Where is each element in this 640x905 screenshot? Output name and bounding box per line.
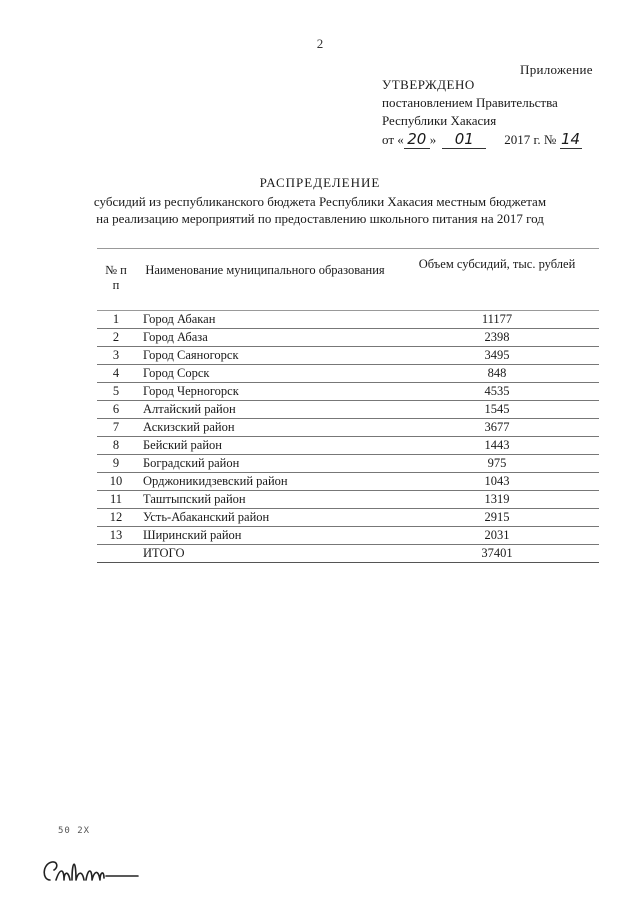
cell-value: 2031 (395, 527, 599, 545)
table-row (97, 401, 599, 419)
decree-number: 14 (561, 130, 581, 148)
cell-num: 8 (97, 437, 135, 455)
cell-name: Усть-Абаканский район (135, 509, 395, 527)
cell-value: 1319 (395, 491, 599, 509)
cell-num (97, 545, 135, 563)
cell-num: 12 (97, 509, 135, 527)
table-row (97, 509, 599, 527)
date-separator: » (429, 132, 437, 147)
table-row (97, 455, 599, 473)
cell-name: Город Абакан (135, 311, 395, 329)
table-row (97, 347, 599, 365)
cell-num: 2 (97, 329, 135, 347)
approval-line-2: Республики Хакасия (382, 113, 497, 128)
date-month: 01 (442, 130, 486, 149)
header-num: № п п (97, 249, 135, 311)
approved-label: УТВЕРЖДЕНО (382, 77, 475, 92)
signature-scribble (38, 850, 148, 896)
table-row (97, 491, 599, 509)
cell-value: 3677 (395, 419, 599, 437)
cell-num: 13 (97, 527, 135, 545)
cell-value: 2915 (395, 509, 599, 527)
table-total-row (97, 545, 599, 563)
cell-value: 1043 (395, 473, 599, 491)
header-value: Объем субсидий, тыс. рублей (395, 249, 599, 311)
table-row (97, 473, 599, 491)
cell-num: 10 (97, 473, 135, 491)
table-row (97, 437, 599, 455)
approval-block (382, 76, 582, 149)
cell-name: Аскизский район (135, 419, 395, 437)
cell-name: Город Черногорск (135, 383, 395, 401)
header-name: Наименование муниципального образования (135, 249, 395, 311)
cell-value: 1443 (395, 437, 599, 455)
cell-name: Город Саяногорск (135, 347, 395, 365)
cell-name: Город Сорск (135, 365, 395, 383)
total-value: 37401 (395, 545, 599, 563)
cell-name: Таштыпский район (135, 491, 395, 509)
table-row (97, 329, 599, 347)
cell-value: 1545 (395, 401, 599, 419)
cell-num: 7 (97, 419, 135, 437)
approval-line-1: постановлением Правительства (382, 95, 558, 110)
cell-value: 2398 (395, 329, 599, 347)
table-header-row (97, 249, 599, 311)
title-heading: РАСПРЕДЕЛЕНИЕ (259, 175, 381, 190)
cell-num: 1 (97, 311, 135, 329)
approval-date-line (382, 130, 582, 149)
title-line-2: на реализацию мероприятий по предоставлению школьного питания на 2017 год (96, 211, 544, 226)
cell-num: 5 (97, 383, 135, 401)
date-year-text: 2017 г. № (504, 132, 557, 147)
cell-value: 848 (395, 365, 599, 383)
table-row (97, 311, 599, 329)
cell-num: 4 (97, 365, 135, 383)
cell-num: 3 (97, 347, 135, 365)
table-body (97, 311, 599, 563)
appendix-label: Приложение (520, 62, 593, 77)
page-number: 2 (316, 36, 324, 51)
cell-name: Ширинский район (135, 527, 395, 545)
table-row (97, 365, 599, 383)
subsidy-table (97, 248, 599, 563)
stamp-code: 50 2X (58, 826, 91, 836)
cell-value: 975 (395, 455, 599, 473)
cell-num: 6 (97, 401, 135, 419)
date-day: 20 (404, 130, 430, 149)
cell-value: 3495 (395, 347, 599, 365)
cell-value: 4535 (395, 383, 599, 401)
cell-name: Боградский район (135, 455, 395, 473)
total-label: ИТОГО (135, 545, 395, 563)
cell-num: 11 (97, 491, 135, 509)
title-line-1: субсидий из республиканского бюджета Республики Хакасия местным бюджетам (93, 194, 547, 209)
cell-value: 11177 (395, 311, 599, 329)
date-prefix: от « (382, 132, 404, 147)
cell-name: Город Абаза (135, 329, 395, 347)
cell-num: 9 (97, 455, 135, 473)
table-row (97, 527, 599, 545)
table-row (97, 419, 599, 437)
document-title (0, 174, 640, 227)
cell-name: Алтайский район (135, 401, 395, 419)
table-row (97, 383, 599, 401)
cell-name: Орджоникидзевский район (135, 473, 395, 491)
signature (38, 850, 148, 901)
cell-name: Бейский район (135, 437, 395, 455)
